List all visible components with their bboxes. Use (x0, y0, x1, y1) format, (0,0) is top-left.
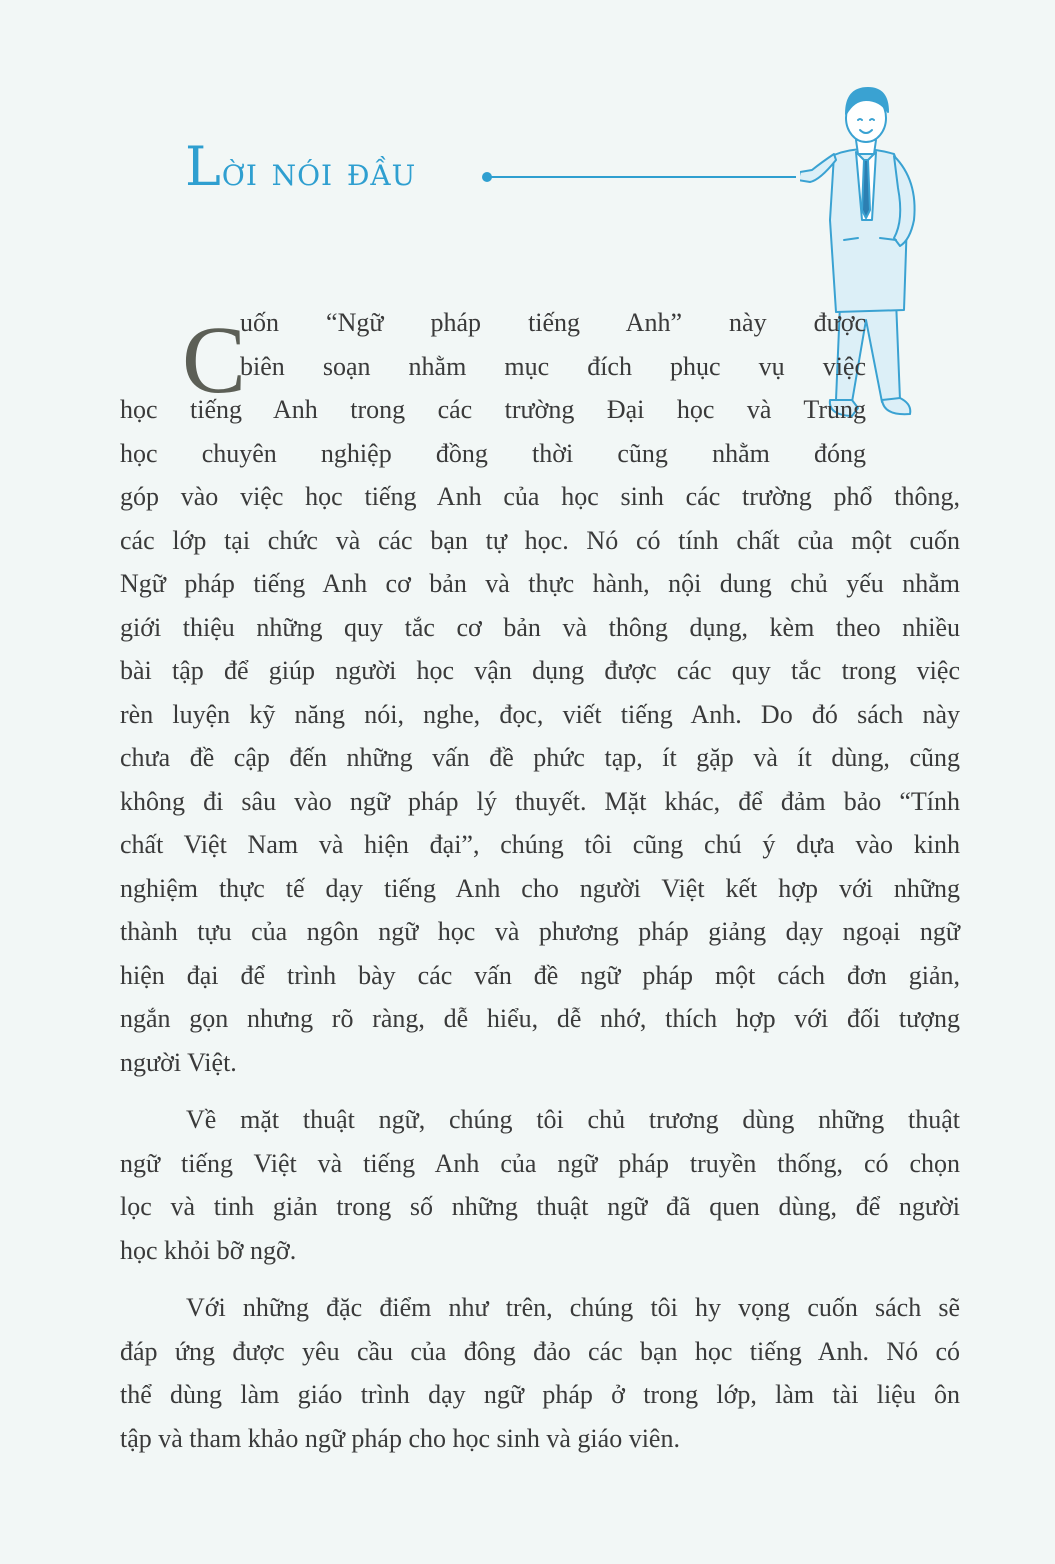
page-title (185, 135, 417, 198)
body-line: Với những đặc điểm như trên, chúng tôi hy vọng cuốn sách sẽ (186, 1293, 960, 1322)
body-line: người Việt. (120, 1047, 237, 1077)
body-line: học khỏi bỡ ngỡ. (120, 1235, 297, 1265)
body-line: chất Việt Nam và hiện đại”, chúng tôi cũng chú ý dựa vào kinh (120, 830, 960, 859)
body-line: đáp ứng được yêu cầu của đông đảo các bạn học tiếng Anh. Nó có (120, 1336, 960, 1366)
body-line: các lớp tại chức và các bạn tự học. Nó có tính chất của một cuốn (120, 525, 960, 555)
body-line: Ngữ pháp tiếng Anh cơ bản và thực hành, nội dung chủ yếu nhằm (120, 569, 960, 598)
title-initial: L (185, 135, 222, 198)
body-line: Về mặt thuật ngữ, chúng tôi chủ trương dùng những thuật (186, 1105, 960, 1134)
body-line: uốn “Ngữ pháp tiếng Anh” này được (240, 308, 866, 337)
body-line: học chuyên nghiệp đồng thời cũng nhằm đóng (120, 438, 866, 468)
body-line: góp vào việc học tiếng Anh của học sinh các trường phổ thông, (120, 482, 960, 511)
body-line: rèn luyện kỹ năng nói, nghe, đọc, viết tiếng Anh. Do đó sách này (120, 699, 960, 729)
body-line: nghiệm thực tế dạy tiếng Anh cho người Việt kết hợp với những (120, 873, 960, 903)
body-line: biên soạn nhằm mục đích phục vụ việc (240, 351, 866, 381)
drop-cap: C (182, 306, 247, 413)
title-rest: ời nói đầu (221, 149, 417, 195)
body-line: tập và tham khảo ngữ pháp cho học sinh và giáo viên. (120, 1423, 680, 1453)
title-rule (484, 176, 796, 178)
body-line: chưa đề cập đến những vấn đề phức tạp, ít gặp và ít dùng, cũng (120, 743, 960, 772)
body-line: bài tập để giúp người học vận dụng được các quy tắc trong việc (120, 656, 960, 685)
body-line: thành tựu của ngôn ngữ học và phương pháp giảng dạy ngoại ngữ (120, 917, 960, 946)
body-line: thể dùng làm giáo trình dạy ngữ pháp ở trong lớp, làm tài liệu ôn (120, 1380, 960, 1409)
body-line: ngữ tiếng Việt và tiếng Anh của ngữ pháp truyền thống, có chọn (120, 1148, 960, 1178)
body-line: học tiếng Anh trong các trường Đại học và Trung (120, 395, 866, 424)
body-line: ngắn gọn nhưng rõ ràng, dễ hiểu, dễ nhớ, thích hợp với đối tượng (120, 1004, 960, 1033)
body-line: không đi sâu vào ngữ pháp lý thuyết. Mặt khác, để đảm bảo “Tính (120, 786, 960, 816)
body-line: hiện đại để trình bày các vấn đề ngữ pháp một cách đơn giản, (120, 960, 960, 990)
body-line: lọc và tinh giản trong số những thuật ngữ đã quen dùng, để người (120, 1192, 960, 1221)
body-line: giới thiệu những quy tắc cơ bản và thông dụng, kèm theo nhiều (120, 612, 960, 642)
